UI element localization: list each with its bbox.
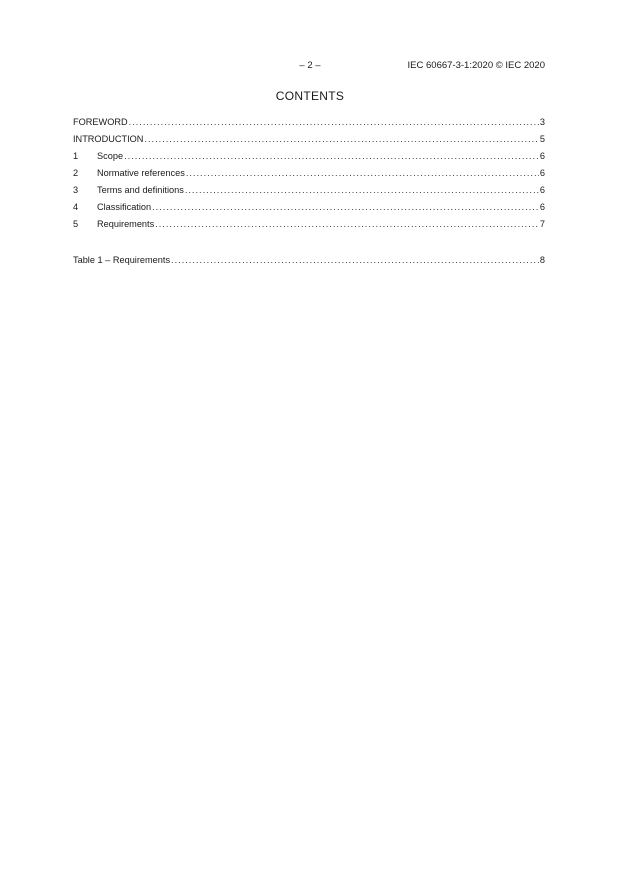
table-of-contents	[73, 114, 545, 233]
toc-leader-dots	[152, 201, 539, 213]
toc-entry-introduction[interactable]	[73, 131, 545, 148]
toc-entry-number: 4	[73, 202, 79, 212]
toc-entry-table-1[interactable]	[73, 252, 545, 269]
toc-entry-scope[interactable]	[73, 148, 545, 165]
page-number: – 2 –	[299, 60, 321, 71]
toc-entry-page: 6	[539, 202, 545, 212]
toc-entry-number: 5	[73, 219, 79, 229]
toc-entry-number: 1	[73, 151, 79, 161]
toc-entry-page: 8	[539, 255, 545, 265]
toc-leader-dots	[171, 254, 539, 266]
toc-entry-label: INTRODUCTION	[73, 134, 144, 144]
toc-leader-dots	[186, 167, 539, 179]
toc-entry-page: 7	[539, 219, 545, 229]
toc-entry-page: 6	[539, 168, 545, 178]
toc-entry-label: Normative references	[97, 168, 185, 178]
toc-entry-page: 6	[539, 185, 545, 195]
toc-entry-page: 3	[539, 117, 545, 127]
toc-leader-dots	[155, 218, 539, 230]
document-reference: IEC 60667-3-1:2020 © IEC 2020	[407, 60, 545, 71]
toc-entry-label: Classification	[97, 202, 152, 212]
toc-entry-page: 5	[539, 134, 545, 144]
list-of-tables	[73, 252, 545, 269]
contents-title: CONTENTS	[275, 89, 345, 103]
toc-entry-label: Terms and definitions	[97, 185, 184, 195]
toc-entry-label: Scope	[97, 151, 124, 161]
toc-leader-dots	[185, 184, 539, 196]
toc-entry-normative-references[interactable]	[73, 165, 545, 182]
toc-leader-dots	[129, 116, 539, 128]
toc-entry-classification[interactable]	[73, 199, 545, 216]
toc-entry-terms-and-definitions[interactable]	[73, 182, 545, 199]
toc-entry-number: 3	[73, 185, 79, 195]
page-header	[0, 60, 620, 74]
toc-entry-label: FOREWORD	[73, 117, 128, 127]
toc-entry-label: Requirements	[97, 219, 155, 229]
toc-entry-page: 6	[539, 151, 545, 161]
toc-entry-foreword[interactable]	[73, 114, 545, 131]
toc-leader-dots	[144, 133, 538, 145]
toc-entry-number: 2	[73, 168, 79, 178]
toc-entry-requirements[interactable]	[73, 216, 545, 233]
toc-leader-dots	[124, 150, 539, 162]
toc-entry-label: Table 1 – Requirements	[73, 255, 171, 265]
